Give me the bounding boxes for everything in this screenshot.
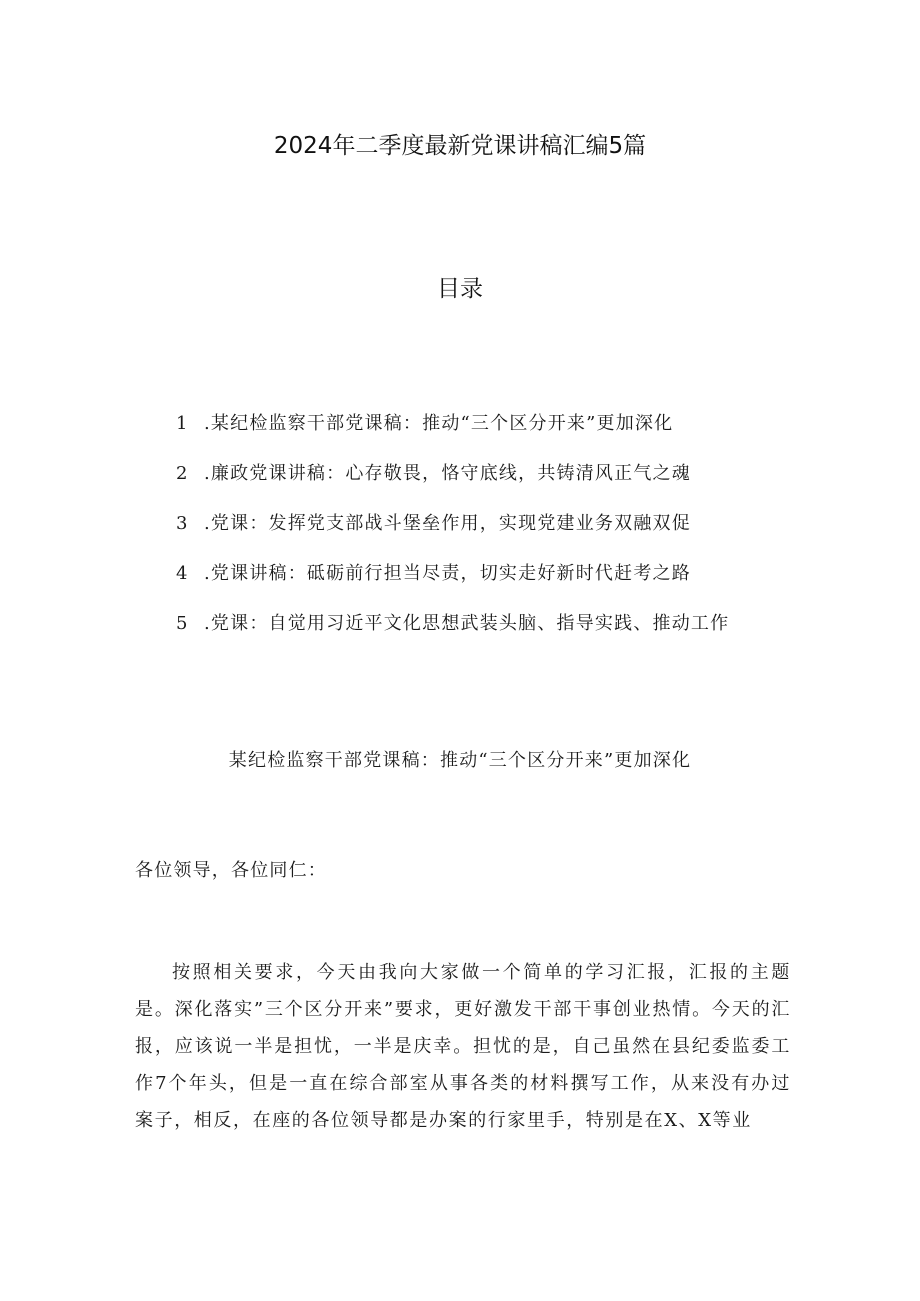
- toc-item: [176, 409, 876, 459]
- section-title: 某纪检监察干部党课稿：推动“三个区分开来”更加深化: [228, 750, 692, 771]
- toc-heading: 目录: [437, 276, 483, 302]
- toc-item-number: 4: [176, 563, 189, 584]
- toc-item-number: 1: [176, 413, 189, 434]
- table-of-contents: [176, 409, 876, 659]
- toc-item-text: .党课：自觉用习近平文化思想武装头脑、指导实践、推动工作: [204, 613, 730, 634]
- toc-item: [176, 459, 876, 509]
- toc-item: [176, 609, 876, 659]
- body-paragraph: 按照相关要求，今天由我向大家做一个简单的学习汇报，汇报的主题是。深化落实”三个区分开来”要求，更好激发干部干事创业热情。今天的汇报，应该说一半是担忧，一半是庆幸。担忧的是，自己虽然在县纪委监委工作7个年头，但是一直在综合部室从事各类的材料撰写工作，从来没有办过案子，相反，在座的各位领导都是办案的行家里手，特别是在X、X等业: [135, 962, 791, 1131]
- toc-item-number: 3: [176, 513, 189, 534]
- toc-item-text: .廉政党课讲稿：心存敬畏，恪守底线，共铸清风正气之魂: [204, 463, 691, 484]
- toc-item-number: 5: [176, 613, 189, 634]
- toc-item: [176, 509, 876, 559]
- toc-item: [176, 559, 876, 609]
- toc-item-text: .党课讲稿：砥砺前行担当尽责，切实走好新时代赶考之路: [204, 563, 691, 584]
- document-title: 2024年二季度最新党课讲稿汇编5篇: [273, 133, 647, 159]
- salutation: 各位领导，各位同仁：: [135, 860, 327, 881]
- toc-item-text: .某纪检监察干部党课稿：推动“三个区分开来”更加深化: [204, 413, 674, 434]
- toc-item-number: 2: [176, 463, 189, 484]
- toc-item-text: .党课：发挥党支部战斗堡垒作用，实现党建业务双融双促: [204, 513, 691, 534]
